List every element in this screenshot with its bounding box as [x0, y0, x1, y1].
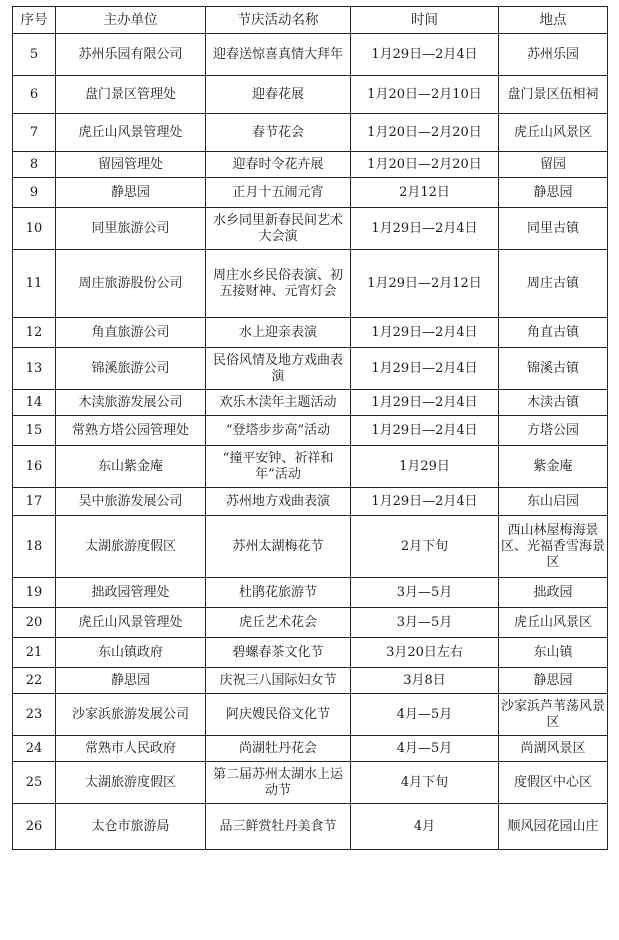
- cell-place: 锦溪古镇: [499, 348, 608, 390]
- cell-seq: 18: [13, 516, 56, 578]
- cell-organizer: 太仓市旅游局: [56, 804, 206, 850]
- cell-time: 1月20日—2月20日: [351, 114, 499, 152]
- header-event-name: 节庆活动名称: [206, 7, 351, 34]
- table-row: [13, 804, 608, 850]
- festival-events-table: [12, 6, 608, 850]
- table-row: [13, 250, 608, 318]
- cell-time: 3月8日: [351, 668, 499, 694]
- cell-place: 度假区中心区: [499, 762, 608, 804]
- cell-organizer: 虎丘山风景管理处: [56, 608, 206, 638]
- cell-organizer: 盘门景区管理处: [56, 76, 206, 114]
- cell-time: 4月下旬: [351, 762, 499, 804]
- cell-event-name: 民俗风情及地方戏曲表演: [206, 348, 351, 390]
- cell-seq: 14: [13, 390, 56, 416]
- cell-event-name: 苏州地方戏曲表演: [206, 488, 351, 516]
- cell-place: 木渎古镇: [499, 390, 608, 416]
- cell-seq: 23: [13, 694, 56, 736]
- header-seq: 序号: [13, 7, 56, 34]
- table-row: [13, 638, 608, 668]
- cell-event-name: 第二届苏州太湖水上运动节: [206, 762, 351, 804]
- cell-place: 同里古镇: [499, 208, 608, 250]
- table-row: [13, 736, 608, 762]
- cell-event-name: 品三鲜赏牡丹美食节: [206, 804, 351, 850]
- cell-organizer: 木渎旅游发展公司: [56, 390, 206, 416]
- cell-seq: 26: [13, 804, 56, 850]
- cell-organizer: 拙政园管理处: [56, 578, 206, 608]
- cell-event-name: 迎春送惊喜真情大拜年: [206, 34, 351, 76]
- cell-seq: 22: [13, 668, 56, 694]
- cell-organizer: 太湖旅游度假区: [56, 762, 206, 804]
- table-row: [13, 114, 608, 152]
- cell-time: 4月—5月: [351, 694, 499, 736]
- cell-place: 沙家浜芦苇荡风景区: [499, 694, 608, 736]
- cell-place: 方塔公园: [499, 416, 608, 446]
- cell-seq: 25: [13, 762, 56, 804]
- cell-place: 苏州乐园: [499, 34, 608, 76]
- cell-organizer: 锦溪旅游公司: [56, 348, 206, 390]
- table-row: [13, 488, 608, 516]
- header-organizer: 主办单位: [56, 7, 206, 34]
- cell-seq: 10: [13, 208, 56, 250]
- cell-place: 虎丘山风景区: [499, 114, 608, 152]
- cell-time: 1月29日—2月4日: [351, 488, 499, 516]
- table-row: [13, 762, 608, 804]
- table-row: [13, 516, 608, 578]
- cell-event-name: 碧螺春茶文化节: [206, 638, 351, 668]
- cell-time: 3月—5月: [351, 608, 499, 638]
- cell-seq: 9: [13, 178, 56, 208]
- table-row: [13, 390, 608, 416]
- cell-place: 顺风园花园山庄: [499, 804, 608, 850]
- cell-event-name: “撞平安钟、祈祥和年”活动: [206, 446, 351, 488]
- cell-organizer: 常熟方塔公园管理处: [56, 416, 206, 446]
- cell-time: 3月—5月: [351, 578, 499, 608]
- table-row: [13, 578, 608, 608]
- table-row: [13, 318, 608, 348]
- cell-place: 尚湖风景区: [499, 736, 608, 762]
- cell-organizer: 虎丘山风景管理处: [56, 114, 206, 152]
- cell-organizer: 苏州乐园有限公司: [56, 34, 206, 76]
- cell-event-name: 水乡同里新春民间艺术大会演: [206, 208, 351, 250]
- header-time: 时间: [351, 7, 499, 34]
- cell-organizer: 东山紫金庵: [56, 446, 206, 488]
- cell-time: 1月29日—2月12日: [351, 250, 499, 318]
- cell-seq: 20: [13, 608, 56, 638]
- cell-place: 东山镇: [499, 638, 608, 668]
- cell-organizer: 静思园: [56, 178, 206, 208]
- cell-event-name: 正月十五闹元宵: [206, 178, 351, 208]
- cell-organizer: 周庄旅游股份公司: [56, 250, 206, 318]
- cell-place: 紫金庵: [499, 446, 608, 488]
- cell-seq: 12: [13, 318, 56, 348]
- cell-time: 4月: [351, 804, 499, 850]
- cell-place: 盘门景区伍相祠: [499, 76, 608, 114]
- cell-time: 1月29日—2月4日: [351, 390, 499, 416]
- cell-event-name: 欢乐木渎年主题活动: [206, 390, 351, 416]
- cell-organizer: 太湖旅游度假区: [56, 516, 206, 578]
- cell-seq: 21: [13, 638, 56, 668]
- cell-time: 2月12日: [351, 178, 499, 208]
- cell-seq: 13: [13, 348, 56, 390]
- cell-place: 角直古镇: [499, 318, 608, 348]
- cell-time: 4月—5月: [351, 736, 499, 762]
- cell-time: 1月20日—2月10日: [351, 76, 499, 114]
- cell-seq: 11: [13, 250, 56, 318]
- cell-event-name: 虎丘艺术花会: [206, 608, 351, 638]
- cell-event-name: “登塔步步高”活动: [206, 416, 351, 446]
- cell-time: 1月29日—2月4日: [351, 34, 499, 76]
- table-row: [13, 694, 608, 736]
- table-row: [13, 208, 608, 250]
- cell-event-name: 迎春时令花卉展: [206, 152, 351, 178]
- cell-place: 虎丘山风景区: [499, 608, 608, 638]
- cell-time: 2月下旬: [351, 516, 499, 578]
- table-row: [13, 348, 608, 390]
- cell-organizer: 吴中旅游发展公司: [56, 488, 206, 516]
- cell-place: 周庄古镇: [499, 250, 608, 318]
- cell-place: 留园: [499, 152, 608, 178]
- cell-time: 1月20日—2月20日: [351, 152, 499, 178]
- cell-seq: 17: [13, 488, 56, 516]
- cell-seq: 7: [13, 114, 56, 152]
- cell-place: 西山林屋梅海景区、光福香雪海景区: [499, 516, 608, 578]
- cell-event-name: 迎春花展: [206, 76, 351, 114]
- cell-seq: 6: [13, 76, 56, 114]
- cell-organizer: 静思园: [56, 668, 206, 694]
- table-row: [13, 668, 608, 694]
- table-row: [13, 608, 608, 638]
- table-row: [13, 152, 608, 178]
- cell-seq: 19: [13, 578, 56, 608]
- cell-seq: 16: [13, 446, 56, 488]
- cell-event-name: 庆祝三八国际妇女节: [206, 668, 351, 694]
- cell-event-name: 杜鹃花旅游节: [206, 578, 351, 608]
- cell-place: 静思园: [499, 178, 608, 208]
- cell-seq: 5: [13, 34, 56, 76]
- cell-place: 东山启园: [499, 488, 608, 516]
- cell-seq: 15: [13, 416, 56, 446]
- cell-seq: 8: [13, 152, 56, 178]
- cell-event-name: 周庄水乡民俗表演、初五接财神、元宵灯会: [206, 250, 351, 318]
- cell-organizer: 东山镇政府: [56, 638, 206, 668]
- table-row: [13, 76, 608, 114]
- cell-event-name: 春节花会: [206, 114, 351, 152]
- table-body: [13, 34, 608, 850]
- cell-organizer: 常熟市人民政府: [56, 736, 206, 762]
- cell-time: 3月20日左右: [351, 638, 499, 668]
- cell-event-name: 水上迎亲表演: [206, 318, 351, 348]
- table-row: [13, 178, 608, 208]
- header-place: 地点: [499, 7, 608, 34]
- cell-organizer: 留园管理处: [56, 152, 206, 178]
- cell-time: 1月29日—2月4日: [351, 318, 499, 348]
- cell-organizer: 角直旅游公司: [56, 318, 206, 348]
- cell-time: 1月29日—2月4日: [351, 416, 499, 446]
- table-header-row: [13, 7, 608, 34]
- cell-time: 1月29日—2月4日: [351, 348, 499, 390]
- cell-seq: 24: [13, 736, 56, 762]
- cell-place: 拙政园: [499, 578, 608, 608]
- table-row: [13, 34, 608, 76]
- cell-time: 1月29日: [351, 446, 499, 488]
- cell-event-name: 阿庆嫂民俗文化节: [206, 694, 351, 736]
- cell-event-name: 尚湖牡丹花会: [206, 736, 351, 762]
- cell-event-name: 苏州太湖梅花节: [206, 516, 351, 578]
- cell-time: 1月29日—2月4日: [351, 208, 499, 250]
- table-row: [13, 416, 608, 446]
- cell-place: 静思园: [499, 668, 608, 694]
- cell-organizer: 沙家浜旅游发展公司: [56, 694, 206, 736]
- cell-organizer: 同里旅游公司: [56, 208, 206, 250]
- table-row: [13, 446, 608, 488]
